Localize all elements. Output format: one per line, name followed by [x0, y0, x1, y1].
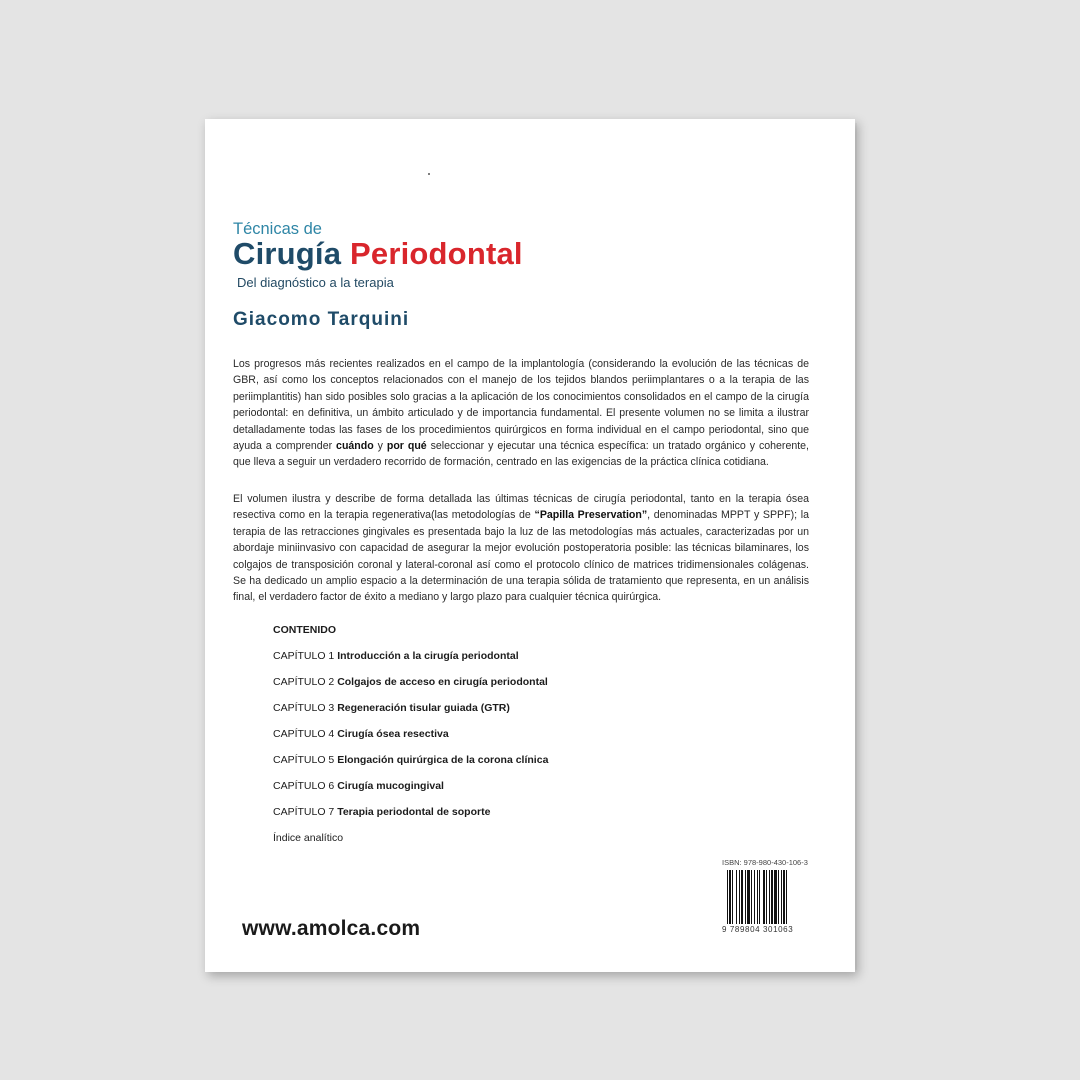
- publisher-url: www.amolca.com: [242, 917, 421, 940]
- blurb-paragraph-1: [233, 356, 809, 471]
- chapter-name: Cirugía mucogingival: [337, 780, 444, 792]
- book-title: [233, 236, 523, 272]
- blurb-p1-text-b: seleccionar y ejecutar una técnica específica: un tratado orgánico y coherente, que lleva a seguir un verdadero recorrido de formación, centrado en las exigencias de la práctica clínica cotidiana.: [233, 440, 810, 469]
- barcode-bar: [759, 870, 760, 924]
- barcode-bar: [729, 870, 731, 924]
- blurb-p2-bold: “Papilla Preservation”: [534, 509, 648, 522]
- chapter-name: Elongación quirúrgica de la corona clínica: [337, 754, 549, 766]
- blurb-p1-text-y: y: [373, 440, 387, 453]
- barcode-bar: [774, 870, 777, 924]
- barcode-bar: [747, 870, 750, 924]
- chapter-name: Colgajos de acceso en cirugía periodontal: [337, 676, 548, 688]
- contents-heading: CONTENIDO: [273, 624, 336, 636]
- barcode-bar: [766, 870, 767, 924]
- blurb-p1-bold-cuando: cuándo: [336, 440, 374, 453]
- book-subtitle: Del diagnóstico a la terapia: [237, 275, 394, 290]
- blurb-p2-text-a: El volumen ilustra y describe de forma detallada las últimas técnicas de cirugía periodontal, tanto en la terapia ósea resectiva como en la terapia regenerativa(las metodologías de: [233, 493, 809, 522]
- blurb-p2-text-b: , denominadas MPPT y SPPF); la terapia de las retracciones gingivales es presentada bajo la luz de las metodologías más actuales, caracterizadas por un abordaje miniinvasivo con capacidad de asegurar la mejor evolución postoperatoria posible: las técnicas bilaminares, los colgajos de transposición coronal y lateral-coronal así como el protocolo clínico de matrices tridimensionales colágenas. Se ha dedicado un amplio espacio a la determinación de una terapia sólida de tratamiento que representa, en un análisis final, el verdadero factor de éxito a mediano y largo plazo para cualquier técnica quirúrgica.: [233, 509, 809, 604]
- chapter-label: CAPÍTULO 7: [273, 806, 338, 818]
- chapter-item: [273, 751, 548, 777]
- chapter-item: [273, 725, 548, 751]
- book-title-part1: Cirugía: [233, 236, 351, 271]
- blurb-p1-text-a: Los progresos más recientes realizados en el campo de la implantología (considerando la evolución de las técnicas de GBR, así como los conceptos relacionados con el manejo de los tejidos blandos periimplantares o a la terapia de las periimplantitis) han sido posibles solo gracias a la aplicación de los conocimientos consolidados en el campo de la cirugía periodontal: en definitiva, un ámbito articulado y de importancia fundamental. El presente volumen no se limita a ilustrar detalladamente todas las fases de los procedimientos quirúrgicos en forma individual en el campo periodontal, sino que ayuda a comprender: [233, 358, 809, 453]
- blurb-paragraph-2: [233, 491, 809, 606]
- barcode-bar: [727, 870, 728, 924]
- barcode-number: 9 789804 301063: [722, 925, 794, 934]
- barcode-bar: [754, 870, 755, 924]
- index-item: Índice analítico: [273, 832, 344, 844]
- barcode-bar: [786, 870, 787, 924]
- barcode-bar: [751, 870, 752, 924]
- barcode-bar: [781, 870, 782, 924]
- barcode-bar: [778, 870, 779, 924]
- chapter-name: Terapia periodontal de soporte: [337, 806, 491, 818]
- chapter-item: [273, 777, 548, 803]
- chapter-item: [273, 699, 548, 725]
- barcode-bar: [763, 870, 765, 924]
- chapter-item: [273, 803, 548, 829]
- barcode-bar: [769, 870, 770, 924]
- chapter-label: CAPÍTULO 6: [273, 780, 338, 792]
- barcode-bar: [741, 870, 743, 924]
- book-title-part2: Periodontal: [350, 236, 523, 271]
- chapter-name: Introducción a la cirugía periodontal: [337, 650, 519, 662]
- chapter-item: [273, 647, 548, 673]
- barcode: [727, 870, 813, 924]
- barcode-bar: [732, 870, 733, 924]
- chapter-label: CAPÍTULO 4: [273, 728, 338, 740]
- chapter-name: Cirugía ósea resectiva: [337, 728, 449, 740]
- print-speck: [428, 173, 430, 175]
- barcode-bar: [739, 870, 740, 924]
- title-prefix: Técnicas de: [233, 220, 322, 238]
- chapter-label: CAPÍTULO 1: [273, 650, 338, 662]
- barcode-bar: [745, 870, 746, 924]
- blurb-p1-bold-porque: por qué: [386, 440, 427, 453]
- chapter-label: CAPÍTULO 3: [273, 702, 338, 714]
- barcode-bar: [736, 870, 737, 924]
- barcode-bar: [771, 870, 773, 924]
- book-back-cover: [205, 119, 855, 972]
- chapter-item: [273, 673, 548, 699]
- chapter-name: Regeneración tisular guiada (GTR): [337, 702, 510, 714]
- isbn-text: ISBN: 978-980-430-106-3: [722, 858, 808, 867]
- barcode-bar: [757, 870, 758, 924]
- barcode-bar: [783, 870, 785, 924]
- chapter-label: CAPÍTULO 2: [273, 676, 338, 688]
- chapter-label: CAPÍTULO 5: [273, 754, 338, 766]
- book-author: Giacomo Tarquini: [233, 309, 410, 330]
- table-of-contents: [273, 624, 548, 855]
